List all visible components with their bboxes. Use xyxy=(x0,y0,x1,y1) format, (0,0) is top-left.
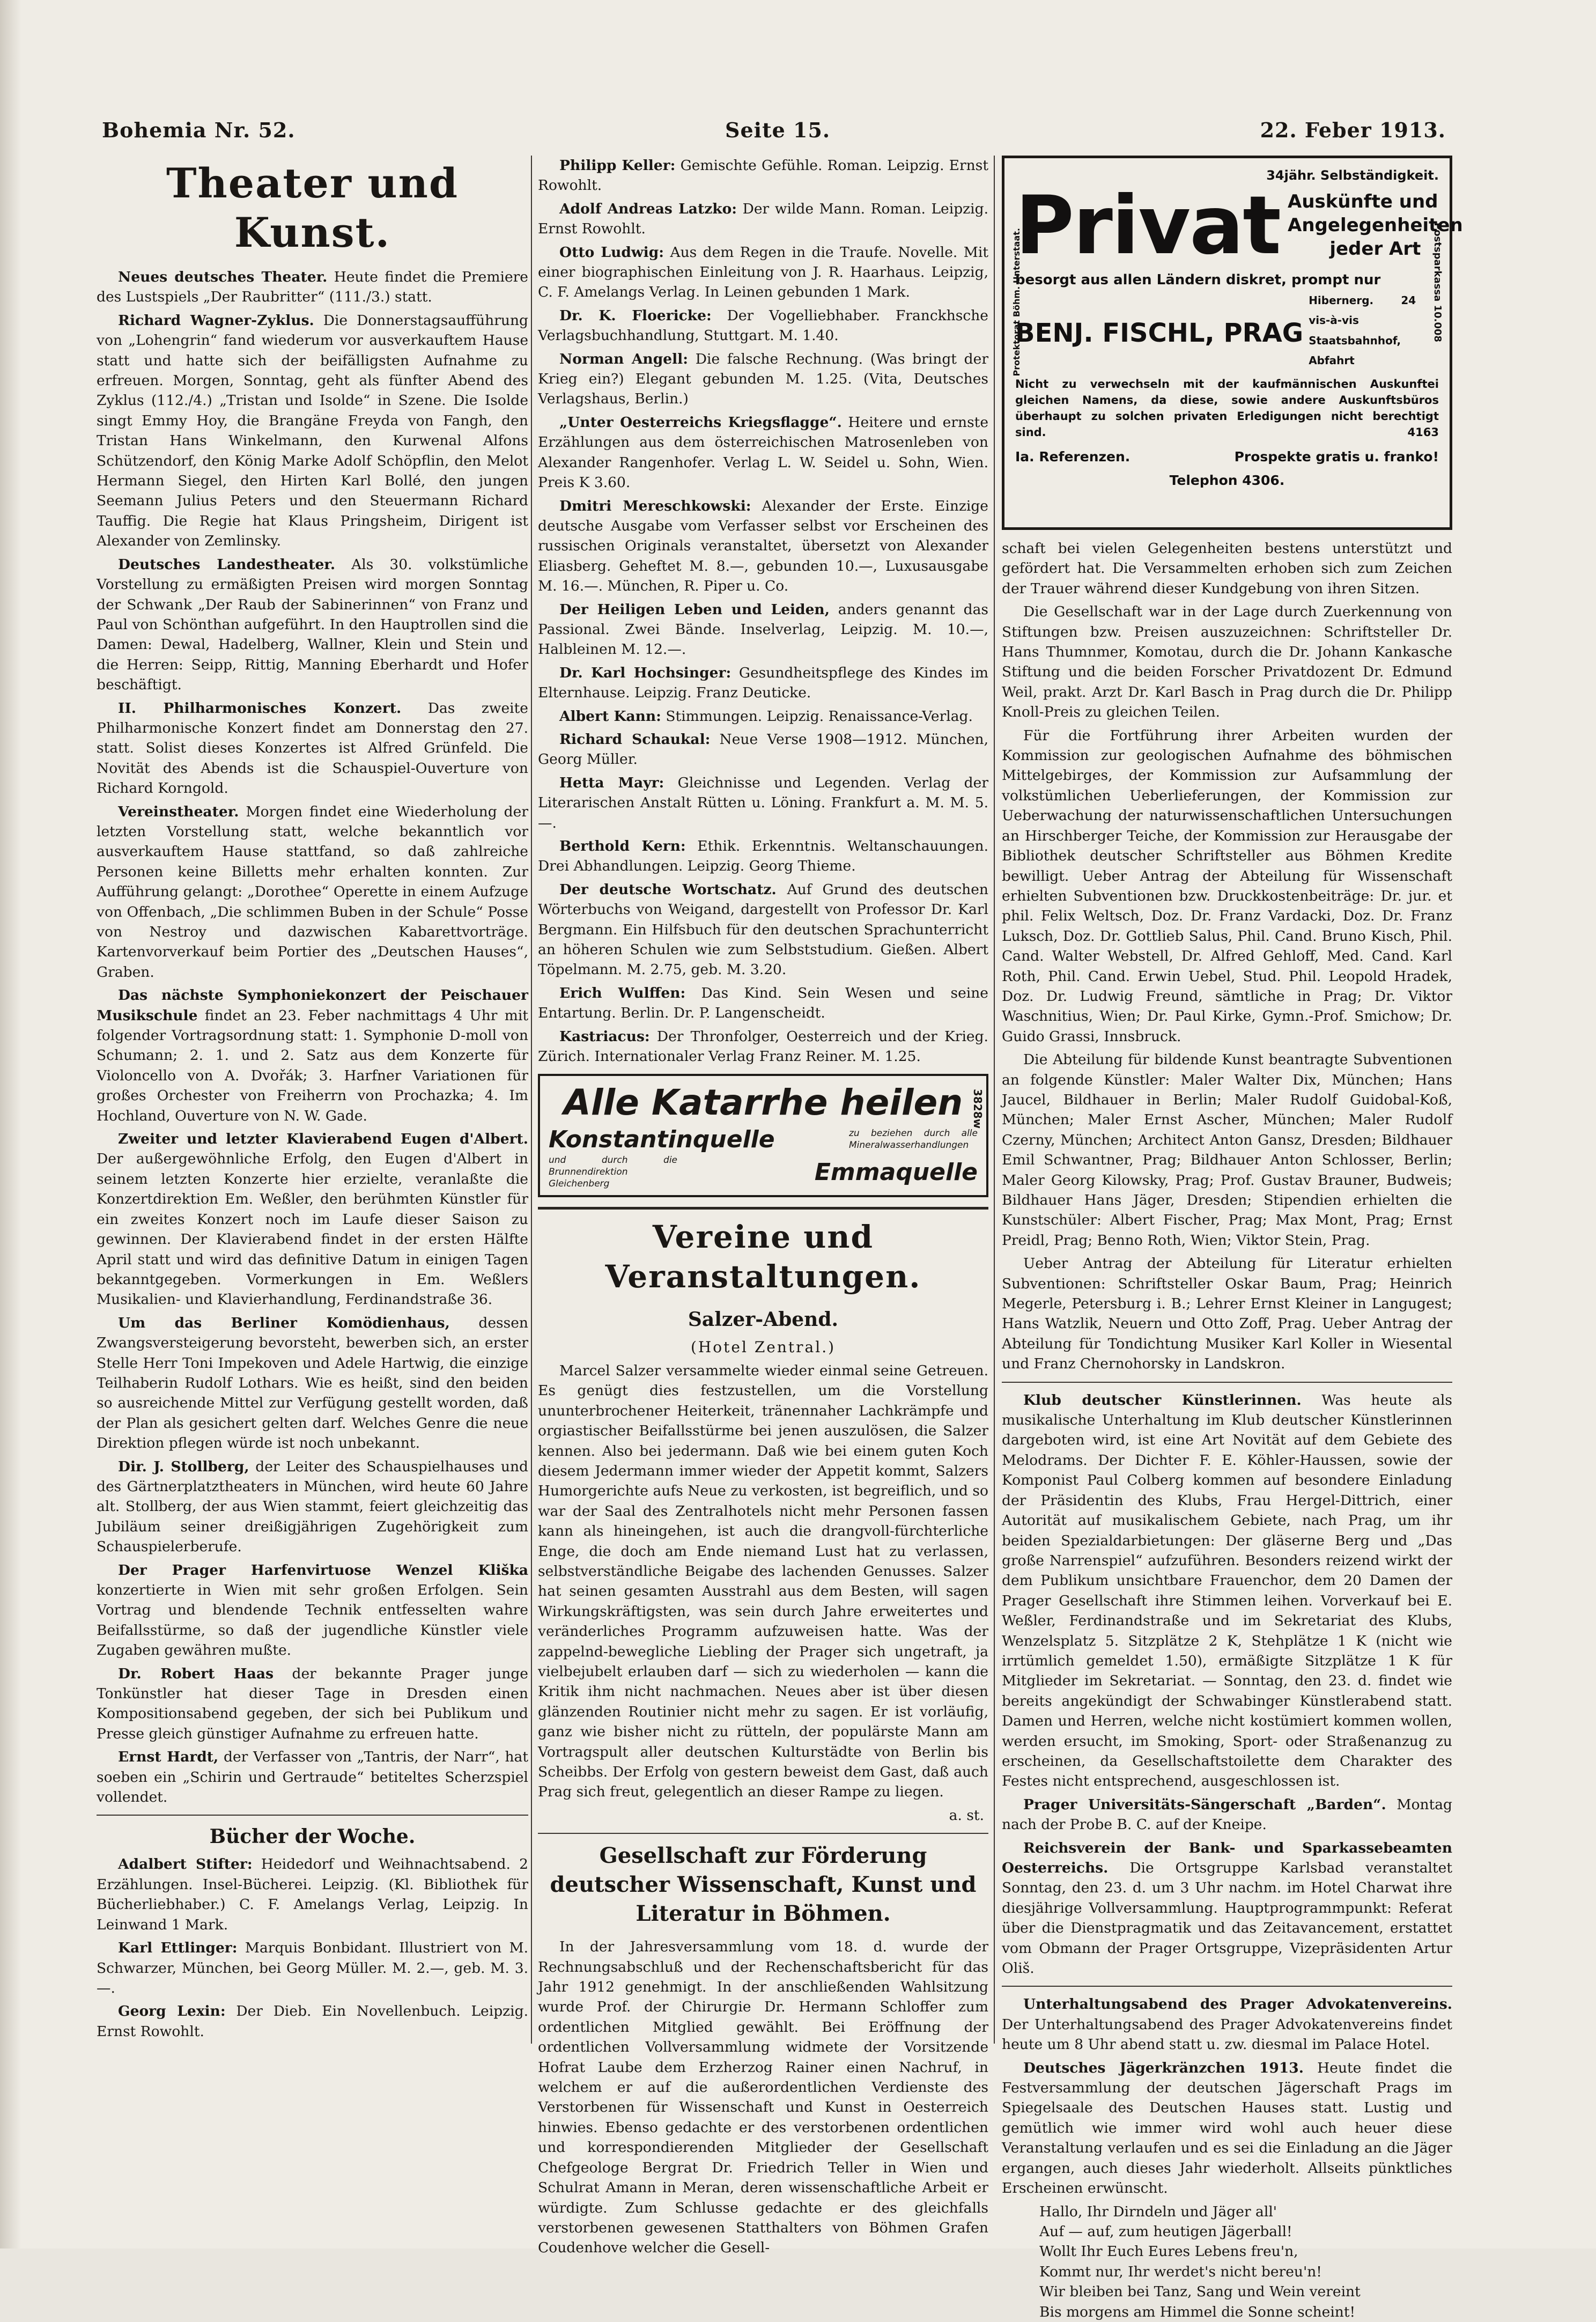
article-lead: Otto Ludwig: xyxy=(559,244,664,261)
article-text: Ethik. Erkenntnis. Weltanschauungen. Drei Abhandlungen. Leipzig. Georg Thieme. xyxy=(538,838,988,875)
paragraph: Klub deutscher Künstlerinnen. Was heute als musikalische Unterhaltung im Klub deutscher Künstlerinnen dargeboten wird, ist eine Art Novität auf dem Gebiete des Melodrams. Der Dichter F. E. Köhler-Haussen, sowie der Komponist Paul Colberg kommen auf besondere Einladung der Präsidentin des Klubs, Frau Hergel-Dittrich, einer Autorität auf musikalischem Gebiete, nach Prag, um ihr beiden Spezialdarbietungen: Der gläserne Berg und „Das große Narrenspiel“ aufzuführen. Besonders reizend wirkt der dem Publikum unsichtbare Frauenchor, dem 20 Damen der Prager Gesellschaft ihre Stimmen leihen. Vorverkauf bei E. Weßler, Ferdinandstraße und im Sekretariat des Klubs, Wenzelsplatz 5. Sitzplätze 2 K, Stehplätze 1 K (nicht wie irrtümlich gemeldet 1.50), ermäßigte Sitzplätze 1 K für Mitglieder im Sekretariat. — Sonntag, den 23. d. findet wie bereits angekündigt der Schwabinger Künstlerabend statt. Damen und Herren, welche nicht kostümiert kommen wollen, werden ersucht, im Smoking, Sport- oder Straßenanzug zu erscheinen, da Gesellschaftstoilette dem Charakter des Festes nicht entsprechend, ausgeschlossen ist. xyxy=(1002,1391,1452,1790)
paragraph: Die Abteilung für bildende Kunst beantragte Subventionen an folgende Künstler: Maler Walter Dix, München; Hans Jaucel, Bildhauer in Berlin; Maler Rudolf Guidobal-Koß, München; Maler Ernst Ascher, München; Maler Rudolf Czerny, München; Architect Anton Gansz, Dresden; Bildhauer Emil Schwantner, Prag; Bildhauer Anton Schlosser, Berlin; Maler Georg Kilowsky, Prag; Prof. Gustav Brauner, Budweis; Bildhauer Hans Jäger, Dresden; Stipendien erhielten die Kunstschüler: Albert Fischer, Prag; Max Mont, Prag; Ernst Preidl, Prag; Benno Roth, Wien; Viktor Stein, Prag. xyxy=(1002,1051,1452,1249)
article-lead: Adalbert Stifter: xyxy=(118,1856,253,1873)
poem-line: Auf — auf, zum heutigen Jägerball! xyxy=(1039,2223,1292,2240)
article-text: Die Donnerstagsaufführung von „Lohengrin“ fand wiederum vor ausverkauftem Hause statt und hatte sich der beifälligsten Aufnahme zu erfreuen. Morgen, Sonntag, geht als fünfter Abend des Zyklus (112./4.) „Tristan und Isolde“ in Szene. Die Isolde singt Emmy Hoy, die Brangäne Freyda von Fangh, den Tristan Hans Winkelmann, den Kurwenal Alfons Schützendorf, den König Marke Adolf Schöpflin, den Melot Hermann Siegel, den Hirten Karl Bollé, den jungen Seemann Julius Peters und den Steuermann Richard Tauffig. Die Regie hat Klaus Pringsheim, Dirigent ist Alexander von Zemlinsky. xyxy=(97,312,528,550)
article-lead: Hetta Mayr: xyxy=(559,774,664,791)
article-text: Das zweite Philharmonische Konzert findet am Donnerstag den 27. statt. Solist dieses Konzertes ist Alfred Grünfeld. Die Novität des Abends ist die Schauspiel-Ouverture von Richard Korngold. xyxy=(97,699,528,797)
article-text: der Verfasser von „Tantris, der Narr“, hat soeben ein „Schirin und Gertraude“ betiteltes Scherzspiel vollendet. xyxy=(97,1749,528,1806)
article-item xyxy=(538,349,988,409)
article-lead: Um das Berliner Komödienhaus, xyxy=(118,1314,450,1331)
advert-code: 3828w xyxy=(971,1089,984,1129)
article-text: dessen Zwangsversteigerung bevorsteht, bewerben sich, an erster Stelle Herr Toni Impekoven und Adele Hartwig, die einzige Teilhaberin Rudolf Lothars. Wie es heißt, sind den beiden so ausreichende Mittel zur Verfügung gestellt worden, daß der Plan als gesichert gelten darf. Welches Genre die neue Direktion pflegen würde ist noch unbekannt. xyxy=(97,1314,528,1452)
column-continued xyxy=(1002,156,1463,2320)
article-lead: Der Heiligen Leben und Leiden, xyxy=(559,601,830,618)
article-item xyxy=(97,1664,528,1744)
article-text: Heitere und ernste Erzählungen aus dem österreichischen Matrosenleben von Alexander Rangenhofer. Verlag L. W. Seidel u. Sohn, Wien. Preis K 3.60. xyxy=(538,414,988,491)
advert-katarrh xyxy=(538,1074,988,1197)
section-title-books: Bücher der Woche. xyxy=(209,1825,416,1848)
article-item xyxy=(97,1854,528,1935)
column-rule xyxy=(994,156,995,2044)
advert-privat-code: 4163 xyxy=(1407,426,1439,439)
article-item xyxy=(97,1313,528,1454)
poem xyxy=(1002,2202,1452,2322)
poem-line: Wir bleiben bei Tanz, Sang und Wein vereint xyxy=(1039,2283,1361,2301)
header-issue: Bohemia Nr. 52. xyxy=(102,117,295,142)
paragraph: Die Gesellschaft war in der Lage durch Zuerkennung von Stiftungen bzw. Preisen auszuzeichnen: Schriftsteller Dr. Hans Thumnmer, Komotau, durch die Dr. Johann Kankasche Stiftung und die beiden Forscher Privatdozent Dr. Edmund Weil, prakt. Arzt Dr. Karl Basch in Prag durch die Dr. Philipp Knoll-Preis zu gleichen Teilen. xyxy=(1002,603,1452,721)
advert-brand-emmaquelle: Emmaquelle xyxy=(814,1158,978,1186)
article-lead: Richard Wagner-Zyklus. xyxy=(118,312,314,329)
advert-privat-name: BENJ. FISCHL, PRAG xyxy=(1015,318,1304,348)
article-item xyxy=(97,1560,528,1661)
divider xyxy=(538,1833,988,1834)
column-books-vereine xyxy=(538,156,989,2257)
page-header xyxy=(102,114,1446,146)
advert-small-1: zu beziehen durch alle Mineralwasserhandlungen xyxy=(849,1128,978,1151)
advert-privat-ref: Ia. Referenzen. xyxy=(1015,449,1130,465)
article-lead: Zweiter und letzter Klavierabend Eugen d'Albert. xyxy=(118,1131,528,1148)
advert-privat-vertical-left: Protektorat Böhm. Unterstaat. xyxy=(1011,228,1022,377)
article-text: Gemischte Gefühle. Roman. Leipzig. Ernst Rowohlt. xyxy=(538,157,988,194)
article-item xyxy=(538,412,988,493)
paragraph: Ueber Antrag der Abteilung für Literatur erhielten Subventionen: Schriftsteller Oskar Baum, Prag; Heinrich Megerle, Petersburg i. B.; Lehrer Ernst Kleiner in Langugest; Hans Watzlik, Neuern und Otto Zoff, Prag. Ueber Antrag der Abteilung für Tondichtung Musiker Karl Koller in Wiesental und Franz Chernohorsky in Landskron. xyxy=(1002,1255,1452,1373)
article-body-gesellschaft: In der Jahresversammlung vom 18. d. wurde der Rechnungsabschluß und der Rechenschaftsbericht für das Jahr 1912 genehmigt. In der anschließenden Wahlsitzung wurde Prof. der Chirurgie Dr. Hermann Schloffer zum ordentlichen Mitglied gewählt. Bei Eröffnung der ordentlichen Vollversammlung widmete der Vorsitzende Hofrat Laube dem Erzherzog Rainer einen Nachruf, in welchem er auf die außerordentlichen Verdienste des Verstorbenen für Wissenschaft und Kunst in Oesterreich hinwies. Ebenso gedachte er des verstorbenen ordentlichen und korrespondierenden Mitglieder der Gesellschaft Chefgeologe Bergrat Dr. Friedrich Teller in Wien und Schulrat Amann in Meran, deren wissenschaftliche Arbeit er würdigte. Zum Schlusse gedachte er des gleichfalls verstorbenen gewesenen Statthalters von Böhmen Grafen Coudenhove welcher die Gesell- xyxy=(538,1938,988,2257)
paragraph: Reichsverein der Bank- und Sparkassebeamten Oesterreichs. Die Ortsgruppe Karlsbad veranstaltet Sonntag, den 23. d. um 3 Uhr nachm. im Hotel Charwat ihre diesjährige Vollversammlung. Hauptprogrammpunkt: Referat über die Dienstpragmatik und das Zeitavancement, erstattet vom Obmann der Prager Ortsgruppe, Vizepräsidenten Artur Oliš. xyxy=(1002,1839,1452,1977)
article-text: findet an 23. Feber nachmittags 4 Uhr mit folgender Vortragsordnung statt: 1. Symphonie D-moll von Schumann; 2. 1. und 2. Satz aus dem Konzerte für Violoncello von A. Dvořák; 3. Harfner Variationen für großes Orchester von Freiherrn von Prochazka; 4. Im Hochland, Ouverture von N. W. Gade. xyxy=(97,1007,528,1124)
article-item xyxy=(97,802,528,983)
article-text: Als 30. volkstümliche Vorstellung zu ermäßigten Preisen wird morgen Sonntag der Schwank „Der Raub der Sabinerinnen“ von Franz und Paul von Schönthan aufgeführt. In den Hauptrollen sind die Damen: Dewal, Hadelberg, Wallner, Klein und Stein und die Herren: Seipp, Rittig, Manning Eberhardt und Hofer beschäftigt. xyxy=(97,556,529,694)
advert-privat-tel: Telephon 4306. xyxy=(1169,472,1285,488)
article-title-gesellschaft: Gesellschaft zur Förderung deutscher Wissenschaft, Kunst und Literatur in Böhmen. xyxy=(550,1843,977,1927)
article-text: Gleichnisse und Legenden. Verlag der Literarischen Anstalt Rütten u. Löning. Frankfurt a. M. M. 5.—. xyxy=(538,774,988,831)
advert-privat-prospekt: Prospekte gratis u. franko! xyxy=(1234,449,1439,465)
article-item xyxy=(97,1129,528,1310)
article-lead: Das nächste Symphoniekonzert der Peischauer Musikschule xyxy=(97,987,528,1024)
article-text: Das Kind. Sein Wesen und seine Entartung. Berlin. Dr. P. Langenscheidt. xyxy=(538,984,988,1022)
article-item xyxy=(97,1747,528,1807)
advert-privat-aside-1: Auskünfte und xyxy=(1288,191,1438,213)
advert-privat xyxy=(1002,156,1463,530)
article-item xyxy=(97,698,528,799)
article-text: Neue Verse 1908—1912. München, Georg Müller. xyxy=(538,731,988,768)
article-lead: Adolf Andreas Latzko: xyxy=(559,200,737,217)
article-lead: Dir. J. Stollberg, xyxy=(118,1458,249,1475)
article-lead: Dr. Robert Haas xyxy=(118,1665,274,1682)
article-lead: Georg Lexin: xyxy=(118,2003,226,2020)
article-item xyxy=(538,880,988,980)
article-lead: Karl Ettlinger: xyxy=(118,1940,238,1957)
advert-privat-mid: besorgt aus allen Ländern diskret, prompt nur xyxy=(1015,272,1381,289)
divider xyxy=(538,1207,988,1210)
advert-privat-addr: Hibernerg. 24 vis-à-vis Staatsbahnhof, Abfahrt xyxy=(1309,293,1416,367)
section-title-vereine: Vereine und Veranstaltungen. xyxy=(605,1219,921,1295)
divider xyxy=(1002,1382,1452,1383)
article-item xyxy=(538,729,988,770)
theater-articles xyxy=(97,267,528,1807)
advert-small-2: und durch die Brunnendirektion Gleichenberg xyxy=(549,1155,677,1190)
advert-privat-aside-2: Angelegenheiten xyxy=(1288,215,1463,237)
article-lead: Der deutsche Wortschatz. xyxy=(559,881,777,898)
page-edge xyxy=(0,0,21,2249)
paragraph: Deutsches Jägerkränzchen 1913. Heute findet die Festversammlung der deutschen Jägerschaft Prags im Spiegelsaale des Deutschen Hauses statt. Lustig und gemütlich wie immer wird wohl auch heuer diese Veranstaltung verlaufen und es sei die Einladung an die Jäger ergangen, auch dieses Jahr wiederholt. Allseits pünktliches Erscheinen erwünscht. xyxy=(1002,2059,1452,2197)
article-text: Gesundheitspflege des Kindes im Elternhause. Leipzig. Franz Deuticke. xyxy=(538,664,989,702)
poem-line: Bis morgens am Himmel die Sonne scheint! xyxy=(1039,2303,1356,2320)
article-lead: „Unter Oesterreichs Kriegsflagge“. xyxy=(559,414,842,431)
article-lead: II. Philharmonisches Konzert. xyxy=(118,699,402,717)
article-item xyxy=(538,306,988,346)
article-lead: Philipp Keller: xyxy=(559,157,676,174)
article-item xyxy=(538,706,988,726)
article-item xyxy=(538,983,988,1023)
article-item xyxy=(538,773,988,833)
poem-line: Wollt Ihr Euch Eures Lebens freu'n, xyxy=(1039,2243,1298,2260)
article-item xyxy=(97,311,528,551)
advert-brand-konstantinquelle: Konstantinquelle xyxy=(549,1125,775,1153)
article-item xyxy=(97,2001,528,2041)
article-body-salzer: Marcel Salzer versammelte wieder einmal seine Getreuen. Es genügt dies festzustellen, um die Vorstellung ununterbrochener Heiterkeit, tränennaher Lachkrämpfe und orgiastischer Beifallsstürme bei jenen auszulösen, die Salzer kennen. Also bei jedermann. Daß wie bei einem guten Koch diesem Jedermann immer wieder der Appetit kommt, Salzers Humorgerichte aufs Neue zu verkosten, ist begreiflich, und so war der Saal des Zentralhotels nicht mehr Personen fassen kann als hineingehen, ist auch die drangvoll-fürchterliche Enge, die doch am Ende niemand Lust hat zu verlassen, selbstverständliche Beigabe des lachenden Genusses. Salzer hat seinen gesamten Ausstrahl aus dem Besten, will sagen Wirkungskräftigsten, was sein durch Jahre erweitertes und veränderliches Programm aufzuweisen hatte. Was der zappelnd-bewegliche Liebling der Prager sich ungetraft, ja vielbejubelt erlauben darf — sich zu wiederholen — kann die Kritik ihm nicht nachmachen. Neues aber ist über diesen glänzenden Routinier nicht mehr zu sagen. Er ist vorläufig, ganz wie bisher nicht zu rütteln, der populärste Mann am Vortragspult aller deutschen Kulturstädte von Berlin bis Scheibbs. Der Erfolg von gestern beweist dem Gast, daß auch Prag sich freut, gelegentlich an dieser Rampe zu liegen. xyxy=(538,1362,988,1801)
article-text: Der wilde Mann. Roman. Leipzig. Ernst Rowohlt. xyxy=(538,200,988,238)
article-text: Stimmungen. Leipzig. Renaissance-Verlag. xyxy=(661,707,973,725)
article-item xyxy=(97,267,528,307)
article-text: Der außergewöhnliche Erfolg, den Eugen d'Albert in seinem letzten Konzerte hier erzielte, veranlaßte die Konzertdirektion Em. Weßler, den berühmten Künstler für ein zweites Konzert noch im Laufe dieser Saison zu gewinnen. Der Klavierabend findet in der ersten Hälfte April statt und wird das definitive Datum in einigen Tagen bekanntgegeben. Vormerkungen in Em. Weßlers Musikalien- und Klavierhandlung, Ferdinandstraße 36. xyxy=(97,1151,528,1308)
advert-privat-big: Privat xyxy=(1015,179,1281,273)
paragraph: Für die Fortführung ihrer Arbeiten wurden der Kommission zur geologischen Aufnahme des böhmischen Mittelgebirges, der Kommission zur Aufsammlung der volkstümlichen Ueberlieferungen, der Kommission zur Ueberwachung der naturwissenschaftlichen Untersuchungen an Hirschberger Teiche, der Kommission zur Herausgabe der Bibliothek deutscher Schriftsteller aus Böhmen Kredite bewilligt. Ueber Antrag der Abteilung für Wissenschaft erhielten Subventionen bzw. Druckkostenbeiträge: Dr. jur. et phil. Felix Weltsch, Doz. Dr. Franz Vardacki, Doz. Dr. Franz Luksch, Doz. Dr. Gottlieb Salus, Phil. Cand. Bruno Kisch, Phil. Cand. Walter Webstell, Dr. Alfred Gehloff, Med. Cand. Karl Roth, Phil. Cand. Erwin Uebel, Stud. Phil. Leopold Hradek, Doz. Dr. Ludwig Freund, sämtliche in Prag; Dr. Viktor Waschnitius, Wien; Dr. Paul Kirke, Gymn.-Prof. Smichow; Dr. Guido Grassi, Innsbruck. xyxy=(1002,727,1452,1045)
advert-privat-vertical-right: Postsparkassa 10.008 xyxy=(1432,223,1443,342)
article-text: Der Vogelliebhaber. Franckhsche Verlagsbuchhandlung, Stuttgart. M. 1.40. xyxy=(538,307,988,344)
paragraph: schaft bei vielen Gelegenheiten bestens unterstützt und gefördert hat. Die Versammelten erhoben sich zum Zeichen der Trauer während dieser Kundgebung von ihren Sitzen. xyxy=(1002,540,1452,597)
article-lead: Vereinstheater. xyxy=(118,803,239,820)
divider xyxy=(97,1815,528,1816)
article-item xyxy=(97,1938,528,1998)
article-lead: Erich Wulffen: xyxy=(559,984,686,1001)
article-item xyxy=(538,199,988,239)
article-item xyxy=(538,836,988,876)
article-lead: Richard Schaukal: xyxy=(559,731,711,748)
paragraph: Unterhaltungsabend des Prager Advokatenvereins. Der Unterhaltungsabend des Prager Advokatenvereins findet heute um 8 Uhr abend statt u. zw. diesmal im Palace Hotel. xyxy=(1002,1996,1452,2053)
article-lead: Dr. Karl Hochsinger: xyxy=(559,664,732,681)
books-list-continued xyxy=(538,156,988,1066)
article-item xyxy=(538,156,988,196)
article-text: Auf Grund des deutschen Wörterbuchs von Weigand, dargestellt von Professor Dr. Karl Bergmann. Ein Hilfsbuch für den deutschen Sprachunterricht an höheren Schulen wie zum Selbststudium. Gießen. Albert Töpelmann. M. 2.75, geb. M. 3.20. xyxy=(538,881,988,978)
article-title-salzer: Salzer-Abend. xyxy=(688,1308,839,1331)
article-text: Aus dem Regen in die Traufe. Novelle. Mit einer biographischen Einleitung von J. R. Haarhaus. Leipzig, C. F. Amelangs Verlag. In Leinen gebunden 1 Mark. xyxy=(538,244,988,301)
article-lead: Der Prager Harfenvirtuose Wenzel Kliška xyxy=(118,1561,528,1579)
divider xyxy=(1002,1986,1452,1987)
article-text: Morgen findet eine Wiederholung der letzten Vorstellung statt, welche bekanntlich vor ausverkauftem Hause stattfand, so daß zahlreiche Personen keine Billetts mehr erhalten konnten. Zur Aufführung gelangt: „Dorothee“ Operette in einem Aufzuge von Offenbach, „Die schlimmen Buben in der Schule“ Posse von Nestroy und dazwischen Kabarettvorträge. Kartenvorverkauf beim Portier des „Deutschen Hauses“, Graben. xyxy=(97,803,528,981)
article-text: der bekannte Prager junge Tonkünstler hat dieser Tage in Dresden einen Kompositionsabend gegeben, der sich bei Publikum und Presse gleich günstiger Aufnahme zu erfreuen hatte. xyxy=(97,1665,528,1742)
article-lead: Ernst Hardt, xyxy=(118,1749,219,1766)
article-text: Der Dieb. Ein Novellenbuch. Leipzig. Ernst Rowohlt. xyxy=(97,2003,528,2040)
article-lead: Dr. K. Floericke: xyxy=(559,307,712,324)
article-item xyxy=(538,242,988,303)
article-subtitle-salzer: (Hotel Zentral.) xyxy=(690,1338,836,1357)
column-rule xyxy=(531,156,532,2044)
article-text: Heidedorf und Weihnachtsabend. 2 Erzählungen. Insel-Bücherei. Leipzig. (Kl. Bibliothek für Bücherliebhaber.) C. F. Amelangs Verlag, Leipzig. In Leinwand 1 Mark. xyxy=(97,1856,529,1933)
article-text: anders genannt das Passional. Zwei Bände. Inselverlag, Leipzig. M. 10.—, Halbleinen M. 12.—. xyxy=(538,601,988,658)
advert-privat-fine: Nicht zu verwechseln mit der kaufmännischen Auskunftei gleichen Namens, da diese, sowie andere Auskunftsbüros überhaupt zu solchen privaten Erledigungen nicht berechtigt sind. 4163 xyxy=(1015,376,1439,440)
advert-privat-top: 34jähr. Selbständigkeit. xyxy=(1266,168,1439,183)
article-item xyxy=(97,1457,528,1557)
article-item xyxy=(538,600,988,660)
article-item xyxy=(538,496,988,596)
article-lead: Kastriacus: xyxy=(559,1028,650,1045)
paragraph: Prager Universitäts-Sängerschaft „Barden“. Montag nach der Probe B. C. auf der Kneipe. xyxy=(1002,1796,1452,1833)
header-date: 22. Feber 1913. xyxy=(1260,117,1446,142)
advert-katarrh-headline: Alle Katarrhe heilen xyxy=(563,1082,963,1124)
column-theater xyxy=(97,156,528,2205)
article-text: Der Thronfolger, Oesterreich und der Krieg. Zürich. Internationaler Verlag Franz Reiner. M. 1.25. xyxy=(538,1028,988,1065)
article-lead: Norman Angell: xyxy=(559,350,689,367)
article-lead: Albert Kann: xyxy=(559,707,661,725)
article-lead: Dmitri Mereschkowski: xyxy=(559,497,751,514)
poem-line: Kommt nur, Ihr werdet's nicht bereu'n! xyxy=(1039,2263,1322,2280)
article-lead: Neues deutsches Theater. xyxy=(118,269,328,285)
article-lead: Berthold Kern: xyxy=(559,838,686,854)
article-lead: Deutsches Landestheater. xyxy=(118,556,336,573)
section-title-theater: Theater und Kunst. xyxy=(166,159,459,256)
article-text: konzertierte in Wien mit sehr großen Erfolgen. Sein Vortrag und blendende Technik entfesselten wahre Beifallsstürme, so daß der jugendliche Künstler viele Zugaben gewähren mußte. xyxy=(97,1582,528,1659)
article-item xyxy=(538,1027,988,1067)
article-text: Heute findet die Premiere des Lustspiels „Der Raubritter“ (111./3.) statt. xyxy=(97,269,528,306)
article-text: der Leiter des Schauspielhauses und des Gärtnerplatztheaters in München, wird heute 60 Jahre alt. Stollberg, der aus Wien stammt, feiert gleichzeitig das Jubiläum seiner dreißigjährigen Zugehörigkeit zum Schauspielerberufe. xyxy=(97,1458,528,1556)
article-text: Marquis Bonbidant. Illustriert von M. Schwarzer, München, bei Georg Müller. M. 2.—, geb. M. 3.—. xyxy=(97,1940,528,1996)
article-text: Die falsche Rechnung. (Was bringt der Krieg ein?) Elegant gebunden M. 1.25. (Vita, Deutsches Verlagshaus, Berlin.) xyxy=(538,350,989,408)
advert-privat-aside-3: jeder Art xyxy=(1329,238,1421,260)
article-text: Alexander der Erste. Einzige deutsche Ausgabe vom Verfasser selbst vor Erscheinen des russischen Originals veranstaltet, übersetzt von Alexander Eliasberg. Geheftet M. 8.—, gebunden 10.—, Luxusausgabe M. 16.—. München, R. Piper u. Co. xyxy=(538,497,988,595)
article-item xyxy=(97,555,528,695)
books-list xyxy=(97,1854,528,2041)
article-item xyxy=(97,985,528,1126)
article-item xyxy=(538,663,988,703)
poem-line: Hallo, Ihr Dirndeln und Jäger all' xyxy=(1039,2203,1277,2220)
article-signature: a. st. xyxy=(949,1807,984,1824)
header-page: Seite 15. xyxy=(725,117,831,142)
